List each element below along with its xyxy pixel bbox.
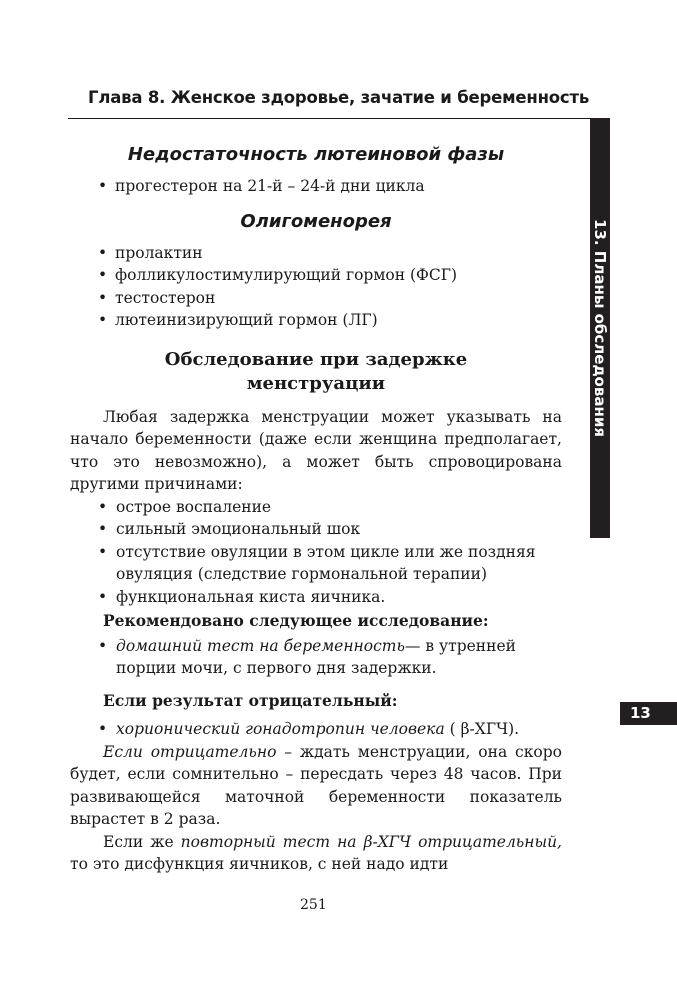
negative-label: Если результат отрицательный: [103,690,398,710]
header-rule [68,118,590,119]
list-item: • тестостерон [98,288,216,307]
list-item: • лютеинизирующий гормон (ЛГ) [98,311,378,329]
list-item: • функциональная киста яичника. [98,587,386,606]
section-title-delay: Обследование при задержке менструации [164,348,468,394]
list-item: • отсутствие овуляции в этом цикле или же поздняя овуляция (следствие гормональной терапии) [98,542,536,583]
section-title-oligomenorrhea: Олигоменорея [240,211,392,232]
page-number: 251 [300,897,327,913]
running-head: Глава 8. Женское здоровье, зачатие и беременность [88,88,590,107]
list-item: • сильный эмоциональный шок [98,520,361,538]
list-item: • пролактин [98,243,203,262]
list-item: • домашний тест на беременность— в утренней порции мочи, с первого дня задержки. [98,636,516,677]
page-content [70,140,562,876]
recommended-label: Рекомендовано следующее исследование: [103,611,489,630]
chapter-badge: 13 [620,702,677,725]
list-item: • хорионический гонадотропин человека ( β-ХГЧ). [98,720,520,738]
paragraph-repeat-test: Если же повторный тест на β-ХГЧ отрицательный, то это дисфункция яичников, с ней надо идти [70,832,562,873]
list-item: • острое воспаление [98,497,272,516]
list-item: • прогестерон на 21-й – 24-й дни цикла [98,176,425,195]
paragraph-negative: Если отрицательно – ждать менструации, она скоро будет, если сомнительно – пересдать через 48 часов. При развивающейся маточной беременности показатель вырастет в 2 раза. [70,742,562,828]
section-title-luteal: Недостаточность лютеиновой фазы [127,144,505,165]
side-tab-label: 13. Планы обследования [591,219,609,437]
intro-paragraph: Любая задержка менструации может указывать на начало беременности (даже если женщина предполагает, что это невозможно), а может быть спровоцирована другими причинами: [70,407,562,493]
list-item: • фолликулостимулирующий гормон (ФСГ) [98,266,458,284]
